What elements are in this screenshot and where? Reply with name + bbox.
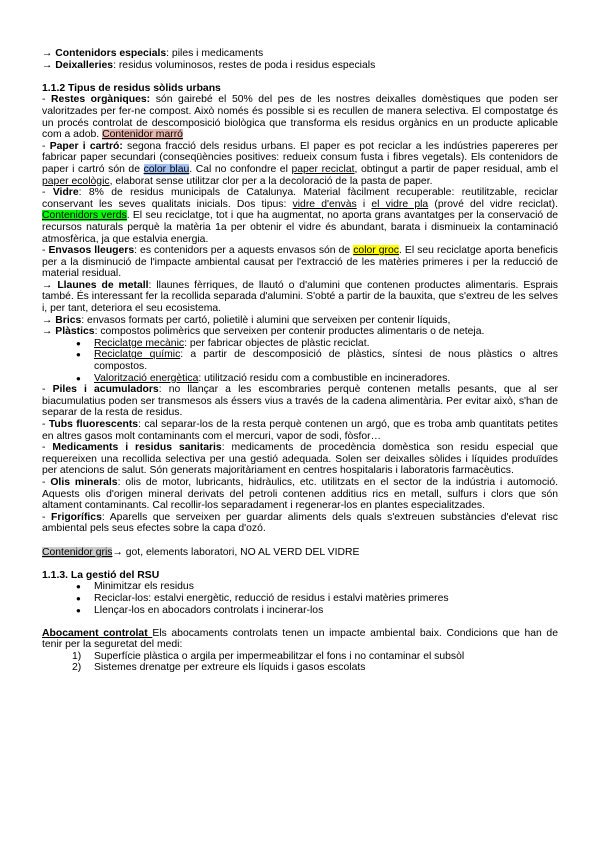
list-item: 2) Sistemes drenatge per extreure els líquids i gasos escolats (72, 662, 366, 674)
green-bin-label: Contenidors verds (42, 210, 127, 222)
landfill-term: Abocament controlat (42, 627, 153, 639)
list-item: ● Valorització energètica: utilització residu com a combustible en incineradores. (94, 373, 558, 385)
recycled-paper-term: paper reciclat (291, 163, 355, 175)
special-bins-term: Contenidors especials (55, 48, 167, 59)
intro-line-recycling-points: → Deixalleries: residus voluminosos, restes de poda i residus especials (42, 59, 376, 71)
para-batteries: - Piles i acumuladors: no llançar a les escombraries perquè contenen metalls pesants, que al ser biacumulatius poden ser transmesos als éssers vius a través de la cadena alimentària. Per evitar això, s'han de separar de la resta de residus. (42, 384, 558, 419)
management-list (42, 581, 558, 616)
para-medicines: - Medicaments i residus sanitaris: medicaments de procedència domèstica son residu especial que requereixen una recollida selectiva per una gestió adequada. Solen ser deixalles sòlides i líquides produïdes per atencions de salut. Són generats majoritàriament en centres hospitalaris i laboratoris farmacèutics. (42, 442, 558, 477)
para-brics: → Brics: envasos formats per cartó, polietilè i alumini que serveixen per contenir líquids, (42, 314, 451, 326)
brown-bin-label: Contenidor marró (102, 129, 183, 141)
para-organics: - Restes orgàniques: són gairebé el 50% del pes de les nostres deixalles domèstiques que poden ser valoritzades per fer-ne compost. Això només és possible si es recullen de manera selectiva. El compostatge és un procés controlat de descomposició biològica que transforma els residus orgànics en un producte aplicable com a adob. Contenidor marró (42, 94, 558, 141)
blue-bin-label: color blau (143, 163, 190, 175)
para-oils: - Olis minerals: olis de motor, lubricants, hidràulics, etc. utilitzats en el sector de la indústria i automoció. Aquests olis d'origen mineral derivats del petroli contenen additius rics en metall, sulfurs i clors que són altament contaminants. Cal recollir-los separadament i regenerar-los en plantes especialitzades. (42, 476, 558, 512)
para-tubes: - Tubs fluorescents: cal separar-los de la resta perquè contenen un argó, que es troba amb quantitats petites en altres gasos molt contaminants com el mercuri, vapor de sodi, fòsfor… (42, 419, 558, 442)
eco-paper-term: paper ecològic (42, 175, 110, 187)
plastics-list (42, 338, 558, 384)
glass-type-flat: el vidre pla (371, 198, 429, 210)
section-113-title: 1.1.3. La gestió del RSU (42, 569, 160, 581)
para-paper: - Paper i cartró: segona fracció dels residus urbans. El paper es pot reciclar a les indústries papereres per fabricar paper secundari (conseqüències positives: redueix consum fusta i fibres vegetals). Els contenidors de paper i cartró són de color blau. Cal no confondre el paper reciclat, obtingut a partir de paper residual, amb el paper ecològic, elaborat sense utilitzar clor per a la decoloració de la pasta de paper. (42, 140, 558, 187)
intro-lines (42, 48, 558, 71)
list-item: ● Llençar-los en abocadors controlats i incinerar-los (94, 605, 558, 617)
para-plastics: → Plàstics: compostos polimèrics que serveixen per contenir productes alimentaris o de neteja. (42, 326, 485, 338)
recycling-points-term: Deixalleries (55, 59, 114, 71)
grey-bin-label: Contenidor gris (42, 546, 113, 558)
para-fridges: - Frigorífics: Aparells que serveixen per guardar aliments dels quals s'extreuen substàncies d'elevat risc ambiental pels seus efectes sobre la capa d'ozó. (42, 511, 558, 535)
intro-line-special-bins: → Contenidors especials: piles i medicaments (42, 48, 264, 59)
document-page (42, 48, 558, 674)
section-112-title: 1.1.2 Tipus de residus sòlids urbans (42, 82, 221, 94)
yellow-bin-label: color groc (353, 245, 399, 257)
para-grey-bin: Contenidor gris→ got, elements laboratori, NO AL VERD DEL VIDRE (42, 546, 360, 558)
landfill-conditions-list (42, 651, 558, 674)
list-item: ● Reciclatge mecànic: per fabricar objectes de plàstic reciclat. (94, 338, 558, 350)
list-item: ● Minimitzar els residus (94, 581, 558, 593)
para-landfill: Abocament controlat Els abocaments controlats tenen un impacte ambiental baix. Condicions que han de tenir per la seguretat del medi: (42, 627, 558, 651)
list-item: ● Reciclar-los: estalvi energètic, reducció de residus i estalvi matèries primeres (94, 593, 558, 605)
list-item: 1) Superfície plàstica o argila per impermeabilitzar el fons i no contaminar el subsòl (72, 650, 465, 662)
glass-type-container: vidre d'envàs (292, 198, 357, 210)
para-glass: - Vidre: 8% de residus municipals de Catalunya. Material fàcilment recuperable: reutilitzable, reciclar conservant les seves qualitats inicials. Dos tipus: vidre d'envàs i el vidre pla (prové del vidre reciclat). Contenidors verds. El seu reciclatge, tot i que ha augmentat, no aporta grans avantatges per la conservació de recursos naturals perquè la matèria 1a per obtenir el vidre és abundant, barata i disminueix la contaminació atmosfèrica, ja que estalvia energia. (42, 187, 559, 245)
para-packaging: - Envasos lleugers: es contenidors per a aquests envasos són de color groc. El seu reciclatge aporta beneficis per a la disminució de l'impacte ambiental causat per l'extracció de les matèries primeres i per la reducció de material residual. (42, 245, 558, 280)
para-cans: → Llaunes de metall: llaunes fèrriques, de llautó o d'alumini que contenen productes alimentaris. Esprais també. És interessant fer la recollida separada d'alumini. S'obté a partir de la bauxita, que s'extreu de les selves i, per tant, deteriora el seu ecosistema. (42, 279, 559, 315)
list-item: ● Reciclatge químic: a partir de descomposició de plàstics, síntesi de nous plàstics o altres compostos. (94, 349, 558, 372)
